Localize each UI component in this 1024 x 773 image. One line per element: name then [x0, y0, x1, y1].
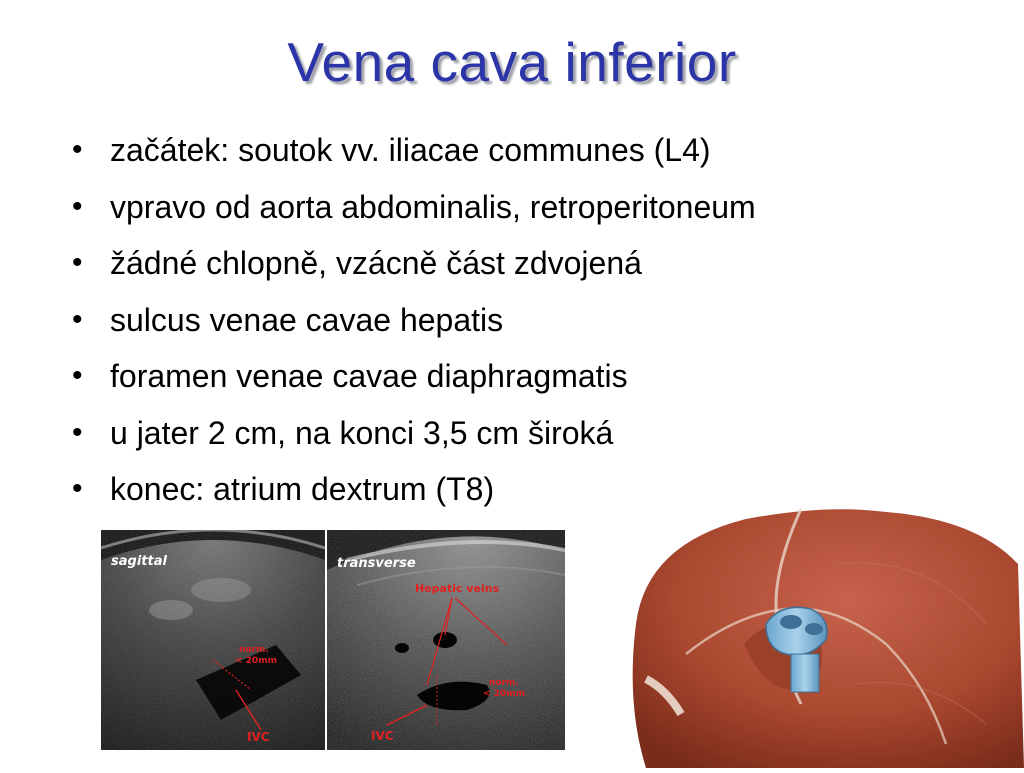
- norm-value-label: < 20mm: [235, 656, 277, 666]
- bullet-text: vpravo od aorta abdominalis, retroperitoneum: [110, 188, 756, 225]
- ivc-label: IVC: [371, 729, 394, 743]
- bullet-dot: •: [72, 415, 83, 449]
- norm-label: norm.: [489, 678, 519, 688]
- list-item: [72, 241, 756, 298]
- bullet-dot: •: [72, 246, 83, 279]
- bullet-text: u jater 2 cm, na konci 3,5 cm široká: [110, 414, 614, 451]
- page-title: Vena cava inferior: [287, 31, 737, 93]
- ivc-label: IVC: [247, 730, 270, 744]
- bullet-text: začátek: soutok vv. iliacae communes (L4): [110, 132, 711, 168]
- bullet-list: [72, 128, 756, 524]
- list-item: [72, 298, 756, 355]
- list-item: [72, 354, 756, 411]
- list-item: [72, 411, 756, 468]
- bullet-dot: •: [72, 302, 83, 336]
- liver-illustration: [626, 504, 1024, 768]
- bullet-text: konec: atrium dextrum (T8): [110, 471, 495, 507]
- bullet-text: žádné chlopně, vzácně část zdvojená: [110, 245, 642, 281]
- list-item: [72, 185, 756, 242]
- ultrasound-transverse-image: [327, 530, 565, 750]
- list-item: [72, 128, 756, 185]
- norm-value-label: < 20mm: [483, 689, 525, 699]
- bullet-text: foramen venae cavae diaphragmatis: [110, 358, 628, 394]
- norm-label: norm.: [239, 645, 269, 655]
- view-label-transverse: transverse: [337, 556, 416, 571]
- bullet-text: sulcus venae cavae hepatis: [110, 301, 504, 338]
- view-label-sagittal: sagittal: [111, 554, 167, 569]
- bullet-dot: •: [72, 133, 83, 166]
- ultrasound-sagittal-image: [101, 530, 325, 750]
- bullet-dot: •: [72, 359, 83, 392]
- bullet-dot: •: [72, 472, 83, 505]
- bullet-dot: •: [72, 189, 83, 223]
- hepatic-veins-label: Hepatic veins: [415, 582, 500, 595]
